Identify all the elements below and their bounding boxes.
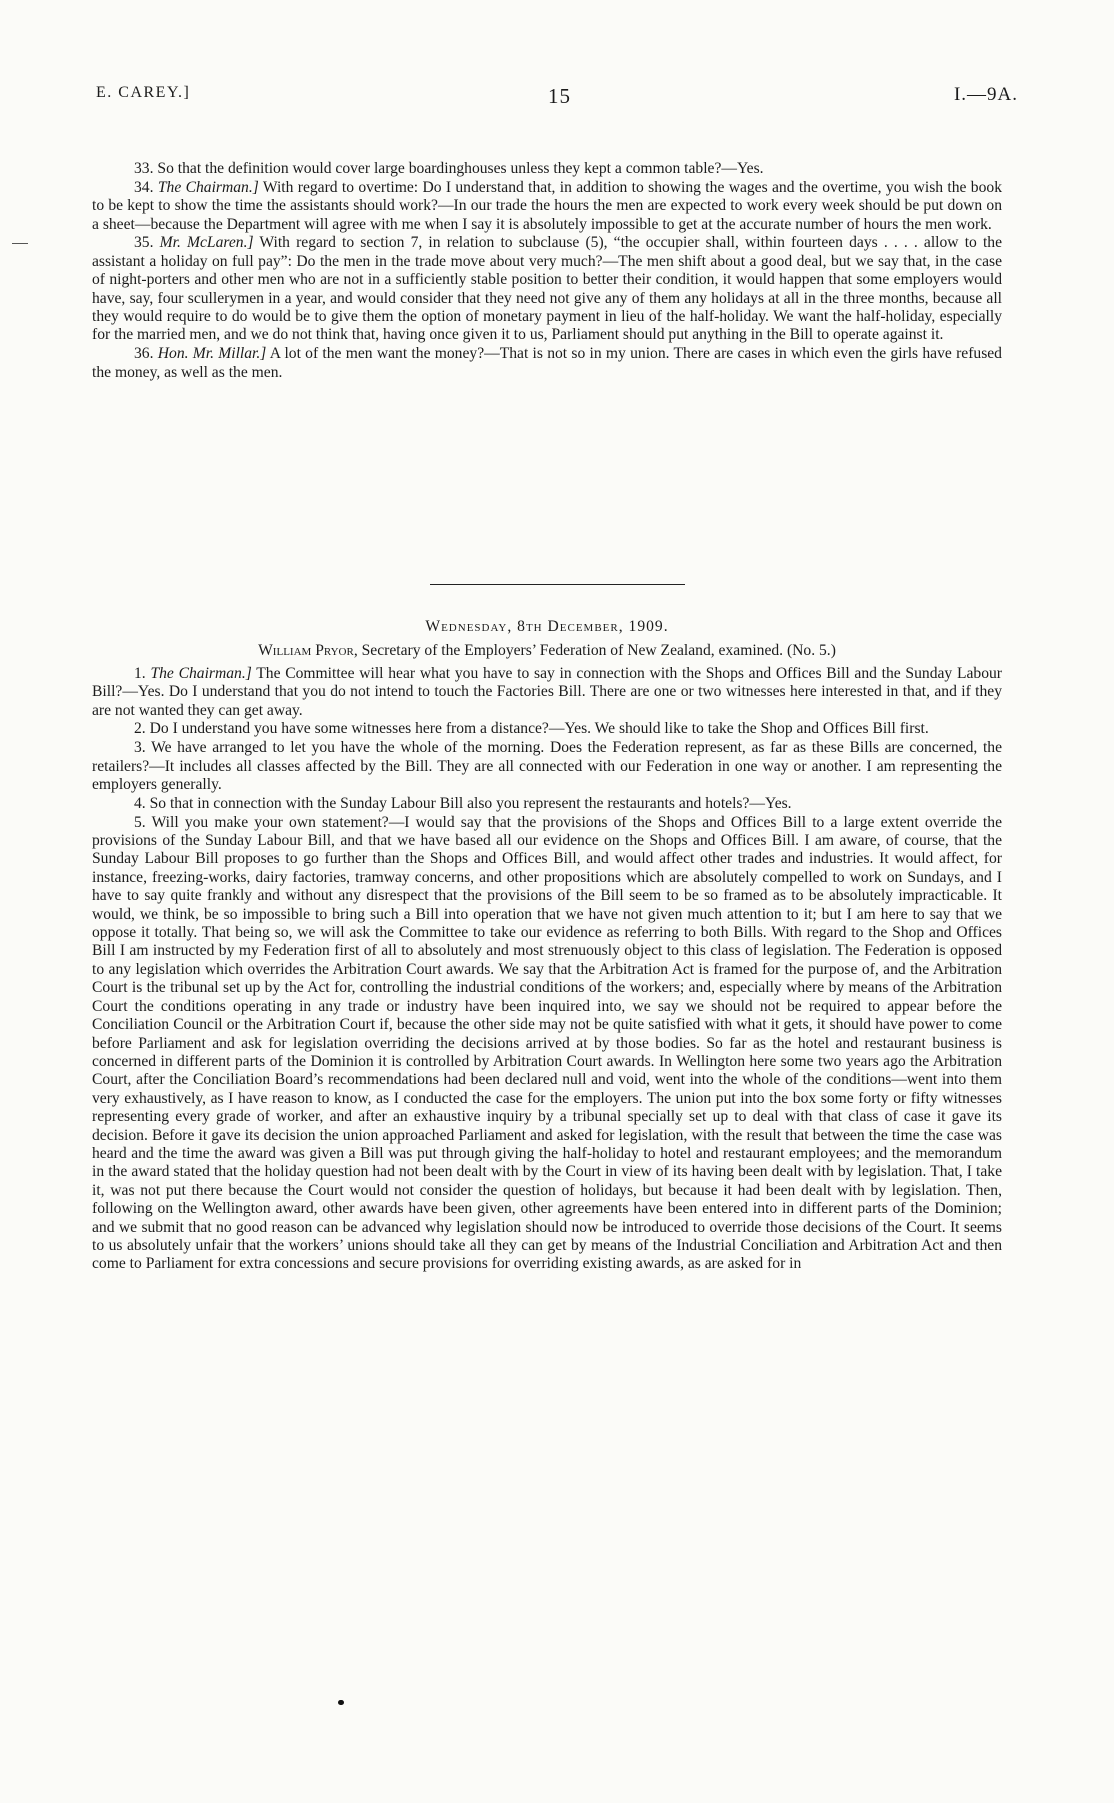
- question-paragraph: 35. Mr. McLaren.] With regard to section 7, in relation to subclause (5), “the occupier shall, within fourteen days . . . . allow to the assistant a holiday on full pay”: Do the men in the trade move about very much?—The men shift about a good deal, but we say that, in the case of night-porters and other men who are not in a sufficiently stable position to better their condition, it would happen that some employers would have, say, four scullerymen in a year, and would consider that they need not give any of them any holidays at all in the three months, because all they would require to do would be to give them the option of monetary payment in lieu of the half-holiday. We want the half-holiday, especially for the married men, and we do not think that, having once given it to us, Parliament should put anything in the Bill to operate against it.: [92, 234, 1003, 344]
- speaker-label: Mr. McLaren.]: [159, 234, 254, 252]
- page-header: [96, 84, 1018, 114]
- ink-dot: [338, 1700, 344, 1705]
- question-paragraph: 36. Hon. Mr. Millar.] A lot of the men want the money?—That is not so in my union. There are cases in which even the girls have refused the money, as well as the men.: [92, 345, 1002, 381]
- question-paragraph: 1. The Chairman.] The Committee will hear what you have to say in connection with the Shops and Offices Bill and the Sunday Labour Bill?—Yes. Do I understand that you do not intend to touch the Factories Bill. There are one or two witnesses here interested in that, and if they are not wanted they can get away.: [92, 664, 1002, 719]
- page-number: 15: [548, 84, 571, 108]
- question-paragraph: 33. So that the definition would cover large boardinghouses unless they kept a common table?—Yes.: [134, 160, 764, 177]
- speaker-label: Hon. Mr. Millar.]: [157, 345, 267, 363]
- question-paragraph: 4. So that in connection with the Sunday Labour Bill also you represent the restaurants and hotels?—Yes.: [134, 794, 792, 812]
- document-reference: I.—9A.: [953, 84, 1018, 105]
- speaker-label: The Chairman.]: [157, 178, 259, 196]
- evidence-section-1: [92, 160, 1002, 382]
- witness-name: William Pryor: [258, 642, 354, 660]
- witness-line: [92, 642, 1002, 660]
- margin-mark: [12, 243, 28, 244]
- header-witness: E. CAREY.]: [96, 84, 191, 101]
- evidence-section-2: [92, 618, 1002, 1274]
- hearing-date: Wednesday, 8th December, 1909.: [425, 618, 669, 635]
- witness-description: , Secretary of the Employers’ Federation of New Zealand, examined. (No. 5.): [353, 642, 836, 660]
- question-paragraph: 3. We have arranged to let you have the whole of the morning. Does the Federation represent, as far as these Bills are concerned, the retailers?—It includes all classes affected by the Bill. They are all connected with our Federation in one way or another. I am representing the employers generally.: [92, 739, 1002, 794]
- question-paragraph: 5. Will you make your own statement?—I would say that the provisions of the Shops and Offices Bill to a large extent override the provisions of the Sunday Labour Bill, and that we have based all our evidence on the Shops and Offices Bill. I am aware, of course, that the Sunday Labour Bill proposes to go further than the Shops and Offices Bill, and would affect other trades and industries. It would affect, for instance, freezing-works, dairy factories, tramway concerns, and other propositions which are absolutely compelled to work on Sundays, and I have to say quite frankly and without any disrespect that the provisions of the Bill seem to be so framed as to be absolutely impracticable. It would, we think, be so impossible to bring such a Bill into operation that we have not given much attention to it; but I am here to say that we oppose it totally. That being so, we will ask the Committee to take our evidence as referring to both Bills. With regard to the Shop and Offices Bill I am instructed by my Federation first of all to absolutely and most strenuously object to this class of legislation. The Federation is opposed to any legislation which overrides the Arbitration Court awards. We say that the Arbitration Act is framed for the purpose of, and the Arbitration Court is the tribunal set up by the Act for, controlling the industrial conditions of the workers; and, especially where by means of the Arbitration Court the conditions operating in any trade or industry have been inquired into, we say we should not be required to appear before the Conciliation Council or the Arbitration Court if, because the other side may not be quite satisfied with what it gets, it should have power to come before Parliament and ask for legislation overriding the decisions arrived at by those bodies. So far as the hotel and restaurant business is concerned in different parts of the Dominion it is controlled by Arbitration Court awards. In Wellington here some two years ago the Arbitration Court, after the Conciliation Board’s recommendations had been declared null and void, went into the whole of the conditions—went into them very exhaustively, as I have reason to know, as I conducted the case for the employers. The union put into the box some forty or fifty witnesses representing every grade of worker, and after an exhaustive inquiry by a tribunal specially set up to deal with that class of case it gave its decision. Before it gave its decision the union approached Parliament and asked for legislation, with the result that between the time the case was heard and the time the award was given a Bill was put through giving the half-holiday to hotel and restaurant employees; and the memorandum in the award stated that the holiday question had not been dealt with by the Court in view of its having been dealt with by legislation. That, I take it, was not put there because the Court would not consider the question of holidays, but because it had been dealt with by legislation. Then, following on the Wellington award, other awards have been given, other agreements have been entered into in different parts of the Dominion; and we submit that no good reason can be advanced why legislation should now be introduced to override those decisions of the Court. It seems to us absolutely unfair that the workers’ unions should take all they can get by means of the Industrial Conciliation and Arbitration Act and then come to Parliament for extra concessions and secure provisions for overriding existing awards, as are asked for in: [92, 813, 1002, 1273]
- section-divider: [430, 584, 685, 585]
- question-paragraph: 34. The Chairman.] With regard to overtime: Do I understand that, in addition to showing the wages and the overtime, you wish the book to be kept to show the time the assistants should work?—In our trade the hours the men are expected to work every week should be put down on a sheet—because the Department will agree with me when I say it is absolutely impossible to get at the accurate number of hours the men work.: [92, 178, 1002, 233]
- question-paragraph: 2. Do I understand you have some witnesses here from a distance?—Yes. We should like to take the Shop and Offices Bill first.: [134, 720, 929, 738]
- speaker-label: The Chairman.]: [150, 664, 252, 682]
